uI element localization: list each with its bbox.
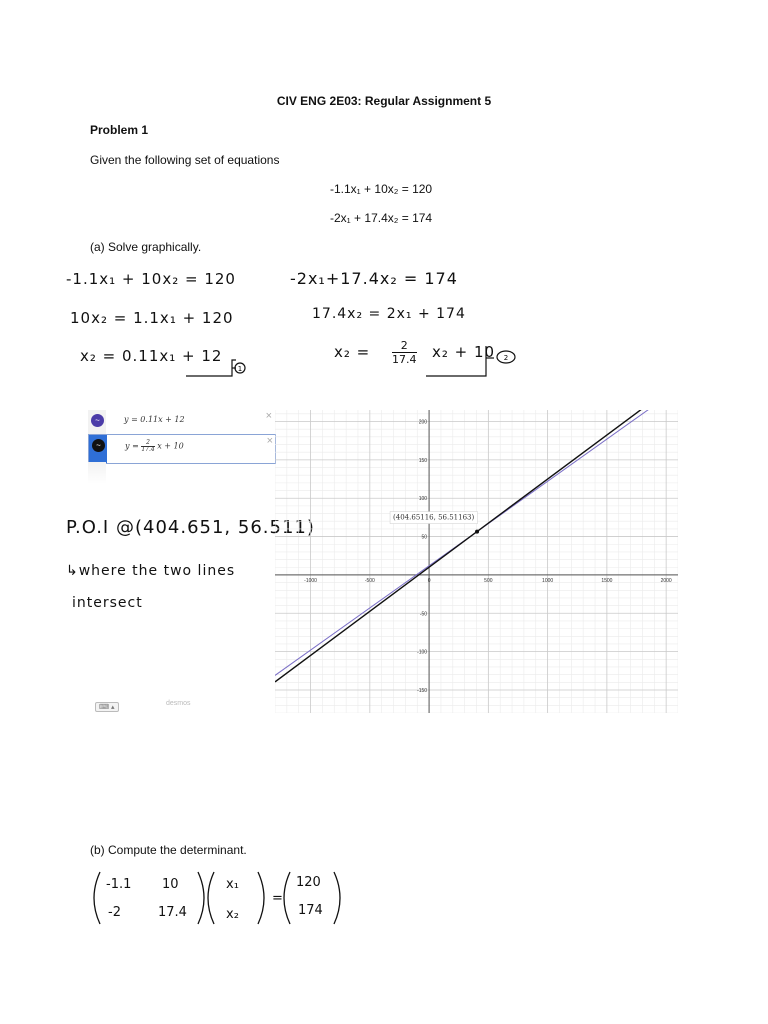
desmos-expression-panel — [88, 410, 275, 712]
handwritten-right-line-3b: x₂ + 10 — [432, 343, 496, 361]
y-tick-label: 200 — [418, 419, 428, 426]
expression-2-frac-num: 2 — [141, 440, 154, 447]
x-tick-label: 1500 — [601, 577, 613, 584]
handwritten-note-line-1: ↳where the two lines — [66, 563, 236, 579]
expression-tab[interactable] — [89, 435, 107, 463]
expression-2-frac-den: 17.4 — [141, 446, 155, 453]
expression-row-2[interactable] — [88, 434, 276, 464]
matrix-a-12: 10 — [162, 877, 179, 892]
y-tick-label: 50 — [421, 534, 428, 541]
graph-x-tick-labels — [304, 578, 672, 584]
x-tick-label: 500 — [484, 577, 493, 584]
handwritten-left-line-3: x₂ = 0.11x₁ + 12 — [80, 347, 223, 365]
vector-b-2: 174 — [298, 903, 323, 918]
matrix-a-22: 17.4 — [158, 905, 187, 920]
y-tick-label: -150 — [417, 687, 428, 694]
keyboard-toggle-button[interactable]: ⌨ ▴ — [95, 702, 119, 712]
expression-2-fraction — [141, 440, 154, 453]
expression-2-suffix: x + 10 — [157, 441, 184, 451]
desmos-logo-icon: ~ — [91, 414, 104, 427]
handwritten-left-line-1: -1.1x₁ + 10x₂ = 120 — [66, 270, 236, 288]
fraction-denominator: 17.4 — [392, 353, 417, 366]
expression-2-prefix: y = — [125, 441, 139, 451]
x-tick-label: 2000 — [660, 577, 672, 584]
handwritten-note-line-2: intersect — [72, 595, 143, 611]
y-tick-label: 100 — [418, 496, 428, 503]
handwritten-underline-bracket-2 — [420, 340, 520, 380]
vector-b-1: 120 — [296, 875, 321, 890]
graph-y-tick-labels — [417, 420, 427, 694]
expression-row-1[interactable] — [88, 410, 274, 435]
graph-minor-grid — [275, 410, 678, 713]
expression-2-text[interactable] — [125, 440, 184, 453]
expression-empty-row[interactable] — [88, 462, 106, 484]
graph-intersection — [390, 512, 479, 534]
intersection-point — [475, 530, 479, 534]
equals-sign: = — [272, 891, 283, 906]
expression-1-text[interactable]: y = 0.11x + 12 — [124, 415, 185, 424]
equation-1: -1.1x₁ + 10x₂ = 120 — [330, 182, 433, 196]
desmos-watermark: desmos — [166, 700, 191, 707]
handwritten-right-line-1: -2x₁+17.4x₂ = 174 — [290, 269, 458, 288]
close-icon[interactable]: × — [265, 410, 272, 422]
handwritten-matrix-equation — [86, 868, 356, 930]
fraction-numerator: 2 — [392, 339, 417, 353]
equation-2: -2x₁ + 17.4x₂ = 174 — [330, 211, 433, 225]
matrix-a-11: -1.1 — [106, 877, 132, 892]
vector-x-2: x₂ — [226, 907, 239, 922]
close-icon[interactable]: × — [266, 435, 273, 447]
problem-heading: Problem 1 — [90, 123, 149, 137]
equation-marker-2: 2 — [503, 354, 509, 362]
expression-tab[interactable] — [88, 410, 106, 434]
document-title: CIV ENG 2E03: Regular Assignment 5 — [276, 94, 492, 108]
intersection-label: (404.65116, 56.51163) — [393, 513, 475, 522]
y-tick-label: -50 — [419, 611, 428, 618]
handwritten-poi: P.O.I @(404.651, 56.511) — [66, 517, 315, 538]
handwritten-underline-bracket — [180, 350, 246, 380]
y-tick-label: 150 — [418, 457, 428, 464]
equation-marker-1: 1 — [237, 365, 243, 373]
vector-x-1: x₁ — [226, 877, 239, 892]
x-tick-label: 0 — [427, 577, 431, 584]
x-tick-label: 1000 — [542, 577, 554, 584]
desmos-graph[interactable] — [275, 410, 678, 713]
problem-intro: Given the following set of equations — [90, 153, 280, 167]
x-tick-label: -500 — [364, 577, 375, 584]
desmos-logo-icon: ~ — [92, 439, 105, 452]
y-tick-label: -100 — [417, 649, 428, 656]
handwritten-right-line-2: 17.4x₂ = 2x₁ + 174 — [312, 306, 466, 322]
handwritten-fraction — [392, 339, 417, 366]
handwritten-right-line-3: x₂ = — [334, 343, 371, 361]
handwritten-left-line-2: 10x₂ = 1.1x₁ + 120 — [70, 309, 234, 327]
matrix-a-21: -2 — [108, 905, 121, 920]
x-tick-label: -1000 — [304, 577, 317, 584]
part-a-label: (a) Solve graphically. — [90, 240, 202, 254]
part-b-label: (b) Compute the determinant. — [90, 843, 247, 857]
